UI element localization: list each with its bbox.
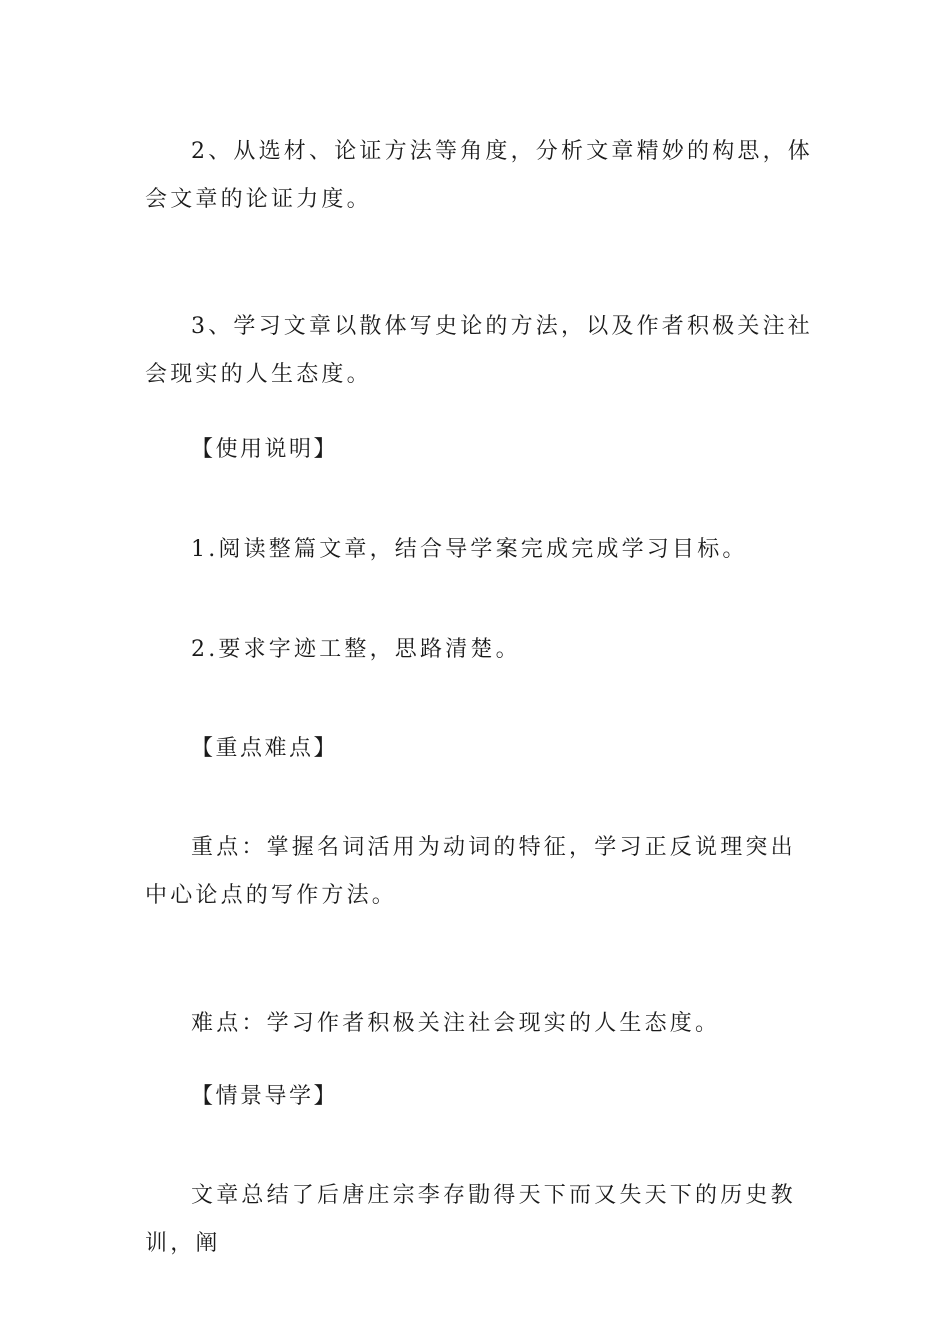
instruction-1-paragraph: 1.阅读整篇文章，结合导学案完成完成学习目标。 xyxy=(191,537,748,562)
usage-instructions-heading: 【使用说明】 xyxy=(191,437,339,462)
key-point-paragraph: 重点：掌握名词活用为动词的特征，学习正反说理突出中心论点的写作方法。 xyxy=(145,835,796,908)
key-difficult-points-heading: 【重点难点】 xyxy=(191,736,339,761)
instruction-2-paragraph: 2.要求字迹工整，思路清楚。 xyxy=(191,637,521,662)
difficult-point-paragraph: 难点：学习作者积极关注社会现实的人生态度。 xyxy=(191,1011,721,1036)
objective-2-paragraph: 2、从选材、论证方法等角度，分析文章精妙的构思，体会文章的论证力度。 xyxy=(145,139,813,212)
scenario-guide-heading: 【情景导学】 xyxy=(191,1084,339,1109)
objective-3-paragraph: 3、学习文章以散体写史论的方法，以及作者积极关注社会现实的人生态度。 xyxy=(145,314,813,387)
scenario-guide-paragraph: 文章总结了后唐庄宗李存勖得天下而又失天下的历史教训，阐 xyxy=(145,1183,796,1256)
